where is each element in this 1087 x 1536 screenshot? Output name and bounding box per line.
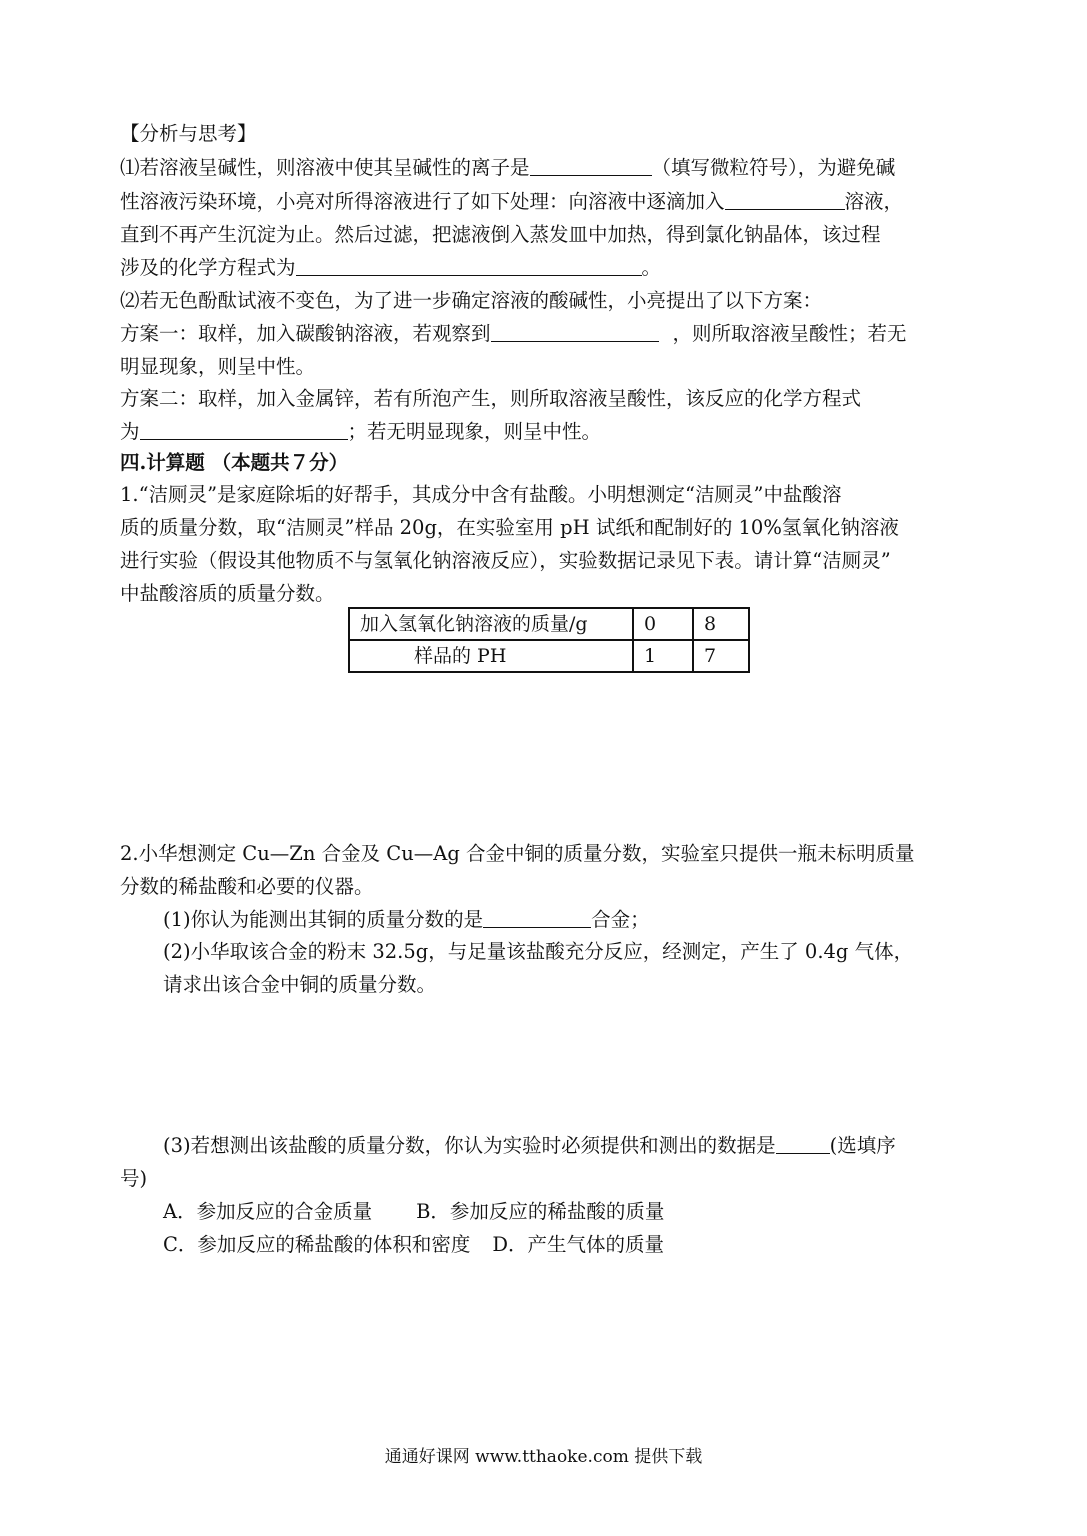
problem2-line-2: 分数的稀盐酸和必要的仪器。 [120,875,374,898]
section-title: 四.计算题 （本题共７分） [120,451,349,474]
sub1-text: (1)你认为能测出其铜的质量分数的是 [163,908,484,931]
q1-text: 涉及的化学方程式为 [120,256,296,279]
table-row [349,640,749,672]
q1-line-1 [120,151,895,185]
option-d: D．产生气体的质量 [492,1233,665,1256]
q2-line-1: ⑵若无色酚酞试液不变色，为了进一步确定溶液的酸碱性，小亮提出了以下方案： [120,289,823,312]
answer-blank-ion[interactable] [530,153,652,176]
q1-text: 性溶液污染环境，小亮对所得溶液进行了如下处理：向溶液中逐滴加入 [120,190,725,213]
table-cell: 1 [633,640,693,672]
problem1-line-4: 中盐酸溶质的质量分数。 [120,582,335,605]
problem2-sub2-line-1: (2)小华取该合金的粉末 32.5g，与足量该盐酸充分反应，经测定，产生了 0.4g 气体， [163,940,914,963]
q1-text: 溶液， [844,190,904,213]
sub1-text: 合金； [591,908,650,931]
problem1-line-2: 质的质量分数，取“洁厕灵”样品 20g，在实验室用 pH 试纸和配制好的 10%氢氧化钠溶液 [120,516,899,539]
option-b: B．参加反应的稀盐酸的质量 [416,1200,665,1223]
table-cell: 7 [693,640,749,672]
table-cell: 加入氢氧化钠溶液的质量/g [349,608,633,640]
q2-line-5 [120,415,601,449]
q1-line-2 [120,185,903,219]
option-a: A．参加反应的合金质量 [163,1200,373,1223]
answer-blank-choice[interactable] [776,1131,830,1154]
q2-text: 方案一：取样，加入碳酸钠溶液，若观察到 [120,322,491,345]
problem2-sub3-line-1 [163,1129,896,1163]
data-table [348,607,750,673]
q1-text: （填写微粒符号），为避免碱 [651,156,896,179]
q2-text: ，则所取溶液呈酸性；若无 [672,322,907,345]
answer-blank-observation[interactable] [491,319,659,342]
q2-line-2 [120,317,907,351]
q2-line-3: 明显现象，则呈中性。 [120,355,316,378]
table-cell: 0 [633,608,693,640]
analysis-heading: 【分析与思考】 [120,122,257,145]
problem1-line-1: 1.“洁厕灵”是家庭除垢的好帮手，其成分中含有盐酸。小明想测定“洁厕灵”中盐酸溶 [120,483,842,506]
q2-line-4: 方案二：取样，加入金属锌，若有所泡产生，则所取溶液呈酸性，该反应的化学方程式 [120,387,862,410]
q1-text: ⑴若溶液呈碱性，则溶液中使其呈碱性的离子是 [120,156,530,179]
problem2-sub3-line-2: 号) [120,1167,148,1190]
page-footer: 通通好课网 www.tthaoke.com 提供下载 [384,1447,703,1467]
sub3-text: (选填序 [829,1134,896,1157]
sub3-text: (3)若想测出该盐酸的质量分数，你认为实验时必须提供和测出的数据是 [163,1134,776,1157]
answer-blank-alloy[interactable] [483,905,591,928]
problem1-line-3: 进行实验（假设其他物质不与氢氧化钠溶液反应），实验数据记录见下表。请计算“洁厕灵” [120,549,891,572]
q1-line-3: 直到不再产生沉淀为止。然后过滤，把滤液倒入蒸发皿中加热，得到氯化钠晶体，该过程 [120,223,881,246]
options-line-2 [163,1228,664,1262]
option-c: C．参加反应的稀盐酸的体积和密度 [163,1233,471,1256]
q1-text: 。 [641,256,662,279]
q2-text: 为 [120,420,140,443]
options-line-1 [163,1195,664,1229]
q2-text: ；若无明显现象，则呈中性。 [347,420,602,443]
table-cell: 8 [693,608,749,640]
answer-blank-equation-1[interactable] [296,253,642,276]
problem2-sub1 [163,903,650,937]
problem2-line-1: 2.小华想测定 Cu—Zn 合金及 Cu—Ag 合金中铜的质量分数，实验室只提供一瓶未标明质量 [120,842,915,865]
table-cell: 样品的 PH [349,640,633,672]
answer-blank-reagent[interactable] [725,187,845,210]
problem2-sub2-line-2: 请求出该合金中铜的质量分数。 [163,973,437,996]
q1-line-4 [120,251,661,285]
answer-blank-equation-2[interactable] [140,417,348,440]
table-row [349,608,749,640]
